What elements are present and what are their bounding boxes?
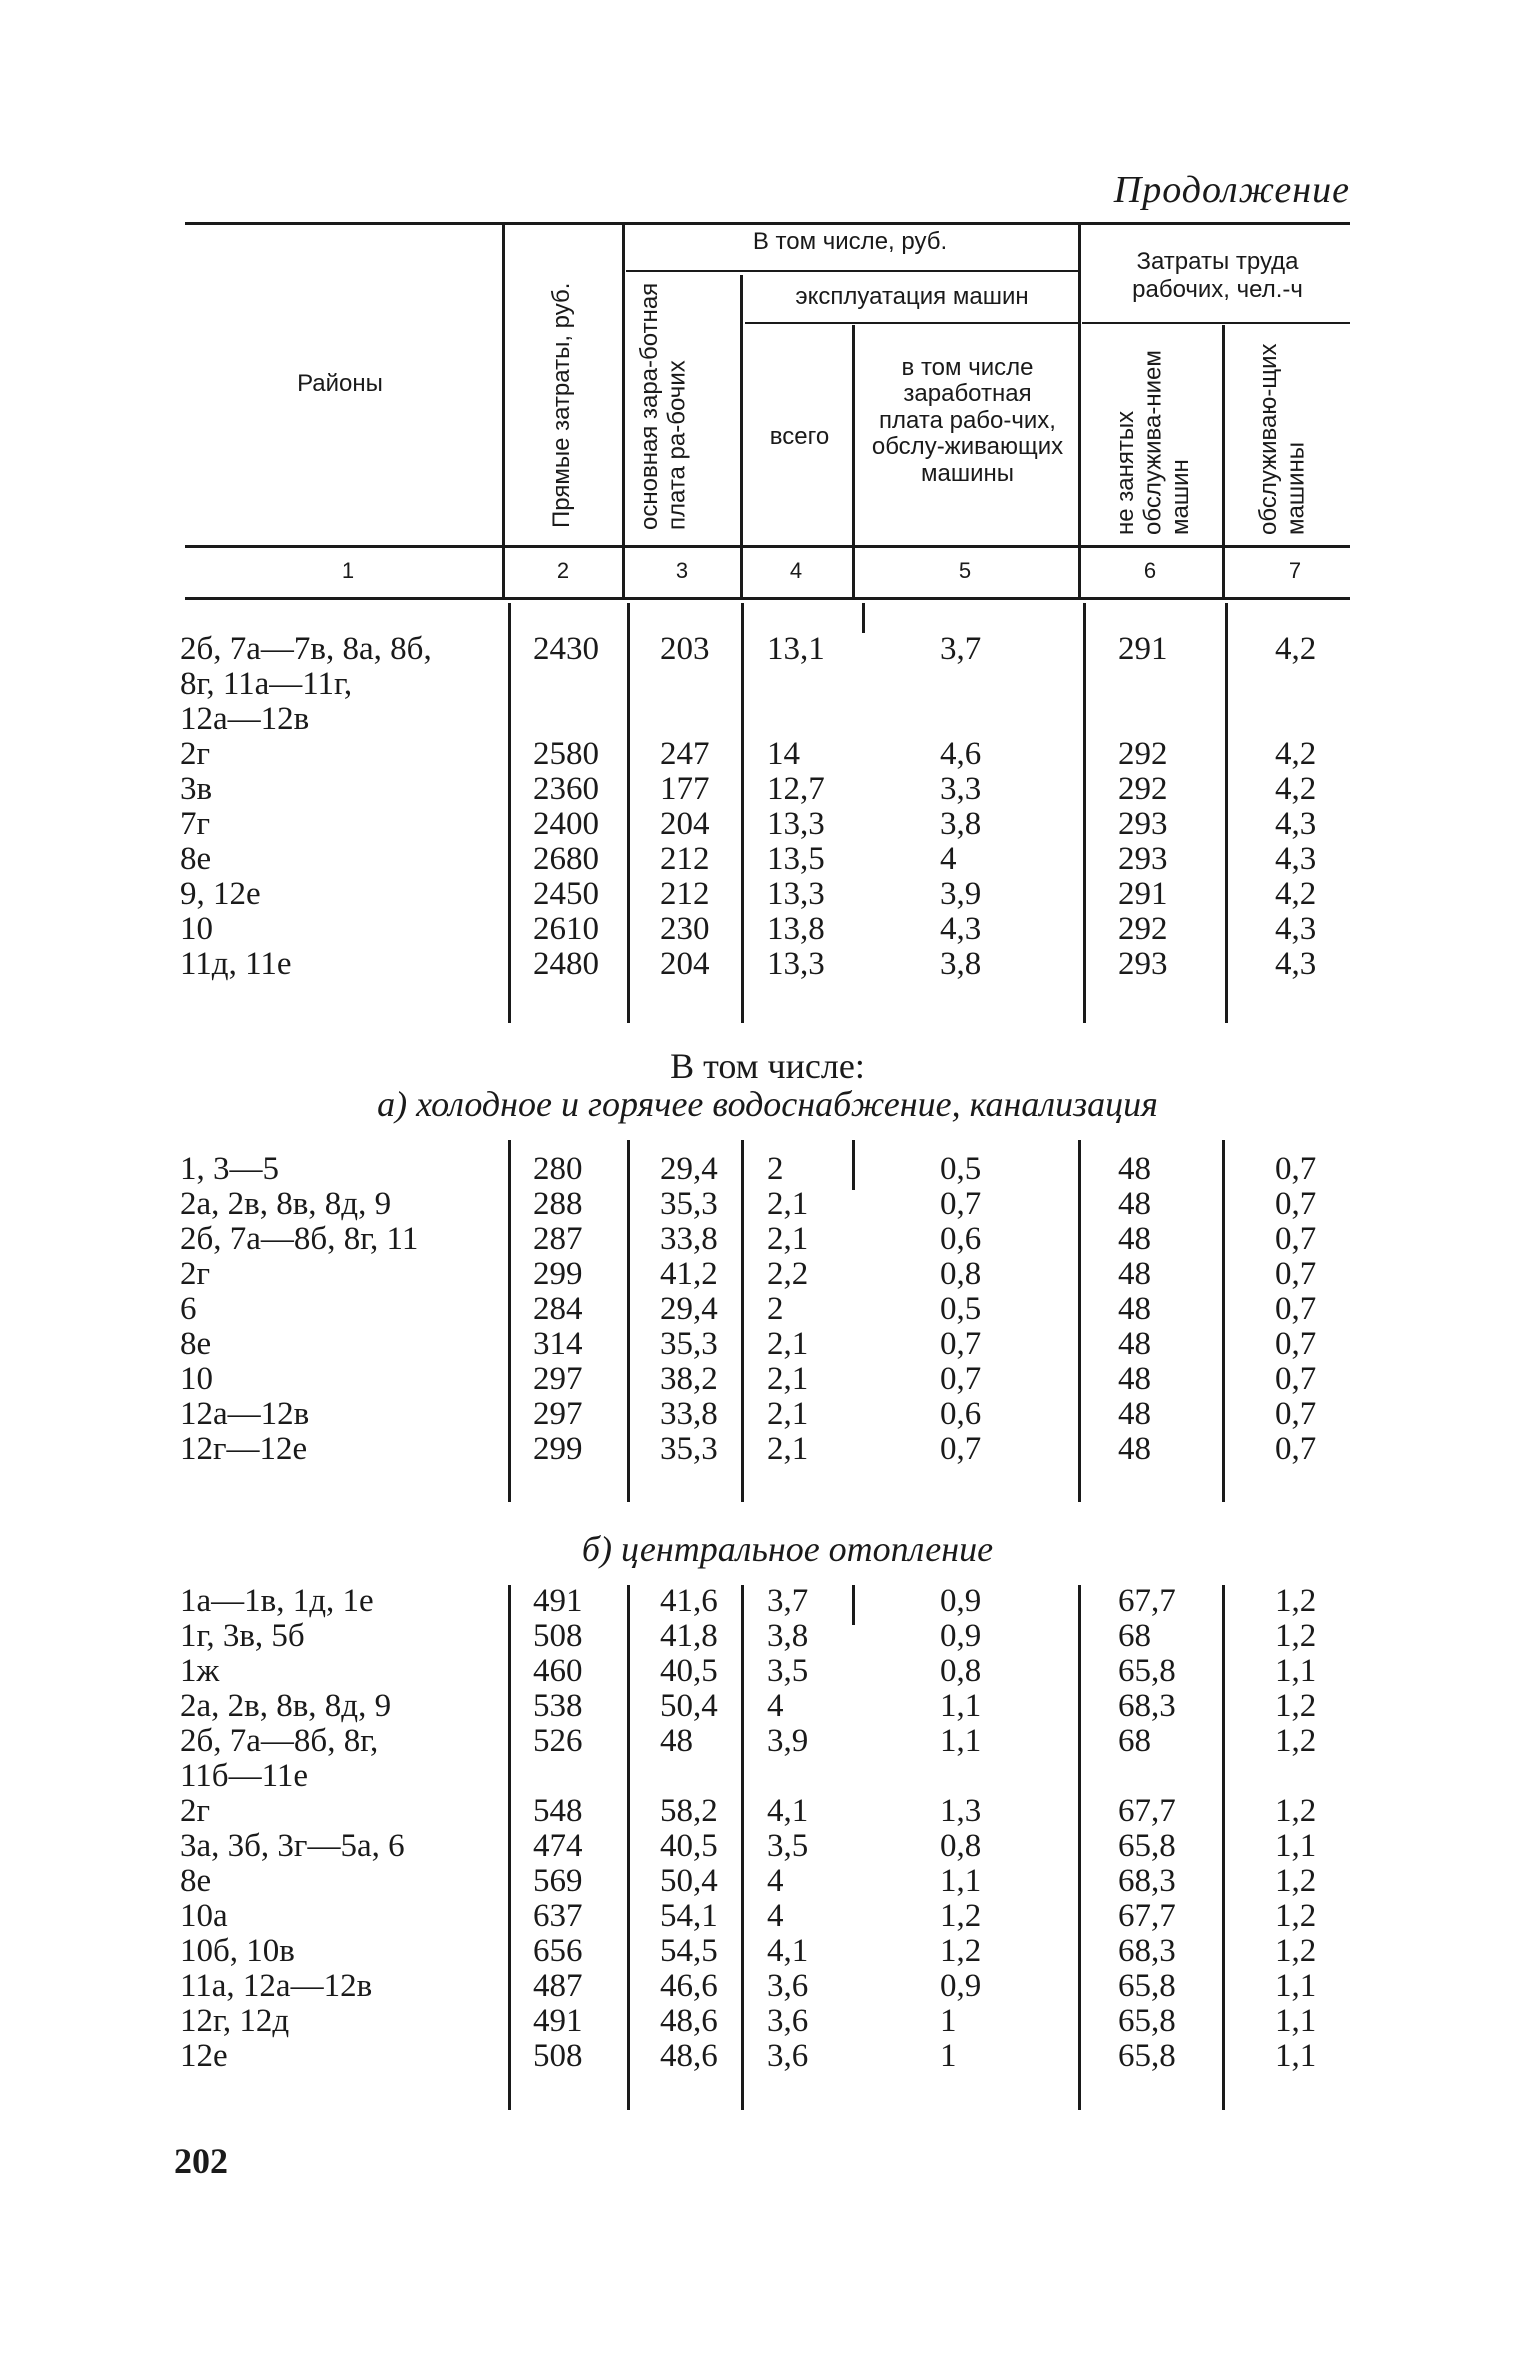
- district-cell: 2г: [180, 1256, 211, 1292]
- labor-machine-cell: 0,7: [1275, 1361, 1317, 1397]
- direct-costs-cell: 508: [533, 2038, 583, 2074]
- machine-total-cell: 2,1: [767, 1221, 809, 1257]
- labor-not-machine-cell: 293: [1118, 946, 1168, 982]
- machine-total-cell: 4: [767, 1688, 784, 1724]
- table-row: [0, 1584, 1535, 1619]
- direct-costs-cell: 487: [533, 1968, 583, 2004]
- machine-wage-cell: 0,8: [940, 1828, 982, 1864]
- labor-not-machine-cell: 48: [1118, 1186, 1151, 1222]
- machine-wage-cell: 0,9: [940, 1583, 982, 1619]
- labor-not-machine-cell: 65,8: [1118, 2038, 1176, 2074]
- machine-total-cell: 3,9: [767, 1723, 809, 1759]
- base-wage-cell: 230: [660, 911, 710, 947]
- district-cell: 6: [180, 1291, 197, 1327]
- district-cell: 1ж: [180, 1653, 220, 1689]
- labor-not-machine-cell: 67,7: [1118, 1898, 1176, 1934]
- district-cell: 2г: [180, 1793, 211, 1829]
- base-wage-cell: 203: [660, 631, 710, 667]
- table-row: [0, 2039, 1535, 2074]
- header-rule-labor: [1082, 322, 1350, 324]
- direct-costs-cell: 2480: [533, 946, 599, 982]
- labor-machine-cell: 4,3: [1275, 841, 1317, 877]
- base-wage-cell: 41,6: [660, 1583, 718, 1619]
- machine-wage-cell: 0,6: [940, 1396, 982, 1432]
- district-cell: 1, 3—5: [180, 1151, 279, 1187]
- base-wage-cell: 212: [660, 841, 710, 877]
- table-row: [0, 1864, 1535, 1899]
- header-including-wage: в том числе заработная плата рабо-чих, обслу-живающих машины: [871, 354, 1064, 487]
- machine-total-cell: 2,1: [767, 1431, 809, 1467]
- header-base-wage: [636, 280, 728, 530]
- machine-total-cell: 4,1: [767, 1793, 809, 1829]
- district-cell: 11д, 11е: [180, 946, 292, 982]
- machine-wage-cell: 0,8: [940, 1653, 982, 1689]
- base-wage-cell: 33,8: [660, 1221, 718, 1257]
- base-wage-cell: 38,2: [660, 1361, 718, 1397]
- header-machine-workers-text: обслуживаю-щих машины: [1255, 343, 1310, 535]
- district-cell: 3в: [180, 771, 213, 807]
- table-row: [0, 1362, 1535, 1397]
- base-wage-cell: 204: [660, 946, 710, 982]
- table-row: [0, 1689, 1535, 1724]
- labor-machine-cell: 1,1: [1275, 1653, 1317, 1689]
- direct-costs-cell: 2450: [533, 876, 599, 912]
- table-row: [0, 1759, 1535, 1794]
- district-cell: 10б, 10в: [180, 1933, 295, 1969]
- labor-machine-cell: 1,1: [1275, 1968, 1317, 2004]
- district-cell: 11а, 12а—12в: [180, 1968, 373, 2004]
- table-row: [0, 702, 1535, 737]
- base-wage-cell: 40,5: [660, 1653, 718, 1689]
- section-a-title: а) холодное и горячее водоснабжение, канализация: [377, 1084, 1158, 1124]
- machine-total-cell: 2,1: [767, 1186, 809, 1222]
- direct-costs-cell: 491: [533, 2003, 583, 2039]
- labor-not-machine-cell: 291: [1118, 631, 1168, 667]
- labor-not-machine-cell: 67,7: [1118, 1583, 1176, 1619]
- machine-total-cell: 2,1: [767, 1326, 809, 1362]
- header-direct-costs: Прямые затраты, руб.: [548, 282, 575, 528]
- machine-total-cell: 2,2: [767, 1256, 809, 1292]
- table-row: [0, 842, 1535, 877]
- machine-wage-cell: 1,2: [940, 1933, 982, 1969]
- base-wage-cell: 46,6: [660, 1968, 718, 2004]
- base-wage-cell: 204: [660, 806, 710, 842]
- labor-not-machine-cell: 48: [1118, 1326, 1151, 1362]
- header-rule-machines: [745, 322, 1078, 324]
- header-labor-costs: Затраты труда рабочих, чел.-ч: [1132, 248, 1303, 303]
- machine-total-cell: 2,1: [767, 1361, 809, 1397]
- machine-total-cell: 14: [767, 736, 800, 772]
- machine-wage-cell: 3,7: [940, 631, 982, 667]
- labor-machine-cell: 0,7: [1275, 1151, 1317, 1187]
- machine-total-cell: 3,6: [767, 2038, 809, 2074]
- labor-machine-cell: 4,2: [1275, 631, 1317, 667]
- machine-wage-cell: 1,3: [940, 1793, 982, 1829]
- machine-total-cell: 2,1: [767, 1396, 809, 1432]
- table-row: [0, 1187, 1535, 1222]
- header-bottom-rule: [185, 545, 1350, 548]
- header-machine-operation: эксплуатация машин: [795, 283, 1029, 310]
- table-row: [0, 1222, 1535, 1257]
- labor-machine-cell: 1,2: [1275, 1933, 1317, 1969]
- machine-wage-cell: 4,6: [940, 736, 982, 772]
- table-row: [0, 1934, 1535, 1969]
- labor-machine-cell: 1,2: [1275, 1723, 1317, 1759]
- machine-wage-cell: 4,3: [940, 911, 982, 947]
- machine-total-cell: 3,5: [767, 1653, 809, 1689]
- district-cell: 7г: [180, 806, 211, 842]
- section-intro: В том числе:: [670, 1046, 865, 1086]
- colnum-7: 7: [1288, 558, 1302, 583]
- labor-not-machine-cell: 293: [1118, 806, 1168, 842]
- labor-machine-cell: 0,7: [1275, 1396, 1317, 1432]
- labor-not-machine-cell: 48: [1118, 1396, 1151, 1432]
- machine-total-cell: 13,3: [767, 946, 825, 982]
- labor-machine-cell: 0,7: [1275, 1431, 1317, 1467]
- header-districts: Районы: [297, 370, 383, 397]
- machine-total-cell: 4: [767, 1898, 784, 1934]
- district-cell: 1г, 3в, 5б: [180, 1618, 305, 1654]
- header-not-machine-text: не занятых обслужива-нием машин: [1112, 350, 1195, 535]
- machine-total-cell: 13,3: [767, 876, 825, 912]
- machine-total-cell: 13,1: [767, 631, 825, 667]
- district-cell: 1а—1в, 1д, 1е: [180, 1583, 374, 1619]
- direct-costs-cell: 299: [533, 1431, 583, 1467]
- labor-not-machine-cell: 293: [1118, 841, 1168, 877]
- labor-machine-cell: 4,3: [1275, 911, 1317, 947]
- labor-machine-cell: 1,2: [1275, 1793, 1317, 1829]
- direct-costs-cell: 2580: [533, 736, 599, 772]
- header-vline-3: [740, 275, 743, 597]
- labor-machine-cell: 1,2: [1275, 1583, 1317, 1619]
- district-cell: 8е: [180, 841, 212, 877]
- labor-not-machine-cell: 68: [1118, 1723, 1151, 1759]
- district-cell: 3а, 3б, 3г—5а, 6: [180, 1828, 405, 1864]
- labor-not-machine-cell: 292: [1118, 736, 1168, 772]
- direct-costs-cell: 491: [533, 1583, 583, 1619]
- table-row: [0, 1257, 1535, 1292]
- district-cell: 12а—12в: [180, 1396, 310, 1432]
- direct-costs-cell: 299: [533, 1256, 583, 1292]
- district-cell: 10а: [180, 1898, 228, 1934]
- direct-costs-cell: 297: [533, 1396, 583, 1432]
- machine-wage-cell: 0,5: [940, 1291, 982, 1327]
- labor-machine-cell: 1,2: [1275, 1688, 1317, 1724]
- table-row: [0, 1397, 1535, 1432]
- labor-machine-cell: 1,2: [1275, 1863, 1317, 1899]
- machine-total-cell: 13,8: [767, 911, 825, 947]
- machine-wage-cell: 0,9: [940, 1968, 982, 2004]
- base-wage-cell: 247: [660, 736, 710, 772]
- direct-costs-cell: 287: [533, 1221, 583, 1257]
- machine-total-cell: 3,5: [767, 1828, 809, 1864]
- labor-machine-cell: 0,7: [1275, 1291, 1317, 1327]
- direct-costs-cell: 656: [533, 1933, 583, 1969]
- header-rule-rub: [626, 270, 1078, 272]
- machine-total-cell: 3,6: [767, 2003, 809, 2039]
- table-row: [0, 772, 1535, 807]
- table-row: [0, 1152, 1535, 1187]
- labor-machine-cell: 1,1: [1275, 2038, 1317, 2074]
- machine-wage-cell: 0,7: [940, 1361, 982, 1397]
- machine-wage-cell: 1,2: [940, 1898, 982, 1934]
- machine-wage-cell: 3,8: [940, 806, 982, 842]
- header-base-wage-text: основная зара-ботная плата ра-бочих: [636, 282, 691, 530]
- table-row: [0, 1432, 1535, 1467]
- base-wage-cell: 48: [660, 1723, 693, 1759]
- machine-total-cell: 13,5: [767, 841, 825, 877]
- labor-not-machine-cell: 65,8: [1118, 1968, 1176, 2004]
- header-not-machine: [1112, 335, 1204, 535]
- labor-machine-cell: 1,2: [1275, 1618, 1317, 1654]
- section-b-title: б) центральное отопление: [581, 1529, 994, 1569]
- base-wage-cell: 177: [660, 771, 710, 807]
- machine-wage-cell: 3,3: [940, 771, 982, 807]
- machine-total-cell: 3,6: [767, 1968, 809, 2004]
- district-cell: 8г, 11а—11г,: [180, 666, 353, 702]
- district-cell: 12г, 12д: [180, 2003, 290, 2039]
- table-row: [0, 807, 1535, 842]
- continuation-label: Продолжение: [1113, 169, 1350, 211]
- labor-not-machine-cell: 65,8: [1118, 1653, 1176, 1689]
- machine-wage-cell: 3,8: [940, 946, 982, 982]
- labor-not-machine-cell: 48: [1118, 1256, 1151, 1292]
- labor-machine-cell: 0,7: [1275, 1221, 1317, 1257]
- table-row: [0, 1829, 1535, 1864]
- labor-not-machine-cell: 65,8: [1118, 1828, 1176, 1864]
- header-vline-2: [622, 222, 625, 597]
- base-wage-cell: 35,3: [660, 1186, 718, 1222]
- machine-total-cell: 3,7: [767, 1583, 809, 1619]
- body1-vline-4: [862, 603, 865, 633]
- base-wage-cell: 35,3: [660, 1326, 718, 1362]
- labor-not-machine-cell: 292: [1118, 911, 1168, 947]
- table-row: [0, 912, 1535, 947]
- header-vline-6: [1222, 325, 1225, 597]
- labor-machine-cell: 4,3: [1275, 946, 1317, 982]
- machine-wage-cell: 0,6: [940, 1221, 982, 1257]
- base-wage-cell: 41,2: [660, 1256, 718, 1292]
- labor-not-machine-cell: 292: [1118, 771, 1168, 807]
- labor-not-machine-cell: 68: [1118, 1618, 1151, 1654]
- district-cell: 2б, 7а—7в, 8а, 8б,: [180, 631, 432, 667]
- colnum-1: 1: [341, 558, 355, 583]
- table-row: [0, 667, 1535, 702]
- machine-total-cell: 2: [767, 1291, 784, 1327]
- labor-machine-cell: 4,2: [1275, 771, 1317, 807]
- machine-total-cell: 13,3: [767, 806, 825, 842]
- machine-wage-cell: 0,7: [940, 1431, 982, 1467]
- table-row: [0, 1969, 1535, 2004]
- machine-wage-cell: 1: [940, 2003, 957, 2039]
- labor-machine-cell: 4,3: [1275, 806, 1317, 842]
- district-cell: 10: [180, 1361, 213, 1397]
- table-row: [0, 1292, 1535, 1327]
- machine-wage-cell: 4: [940, 841, 957, 877]
- machine-wage-cell: 0,8: [940, 1256, 982, 1292]
- district-cell: 2а, 2в, 8в, 8д, 9: [180, 1186, 392, 1222]
- labor-not-machine-cell: 48: [1118, 1431, 1151, 1467]
- table-row: [0, 877, 1535, 912]
- direct-costs-cell: 2430: [533, 631, 599, 667]
- table-row: [0, 1619, 1535, 1654]
- labor-not-machine-cell: 48: [1118, 1291, 1151, 1327]
- direct-costs-cell: 474: [533, 1828, 583, 1864]
- base-wage-cell: 29,4: [660, 1151, 718, 1187]
- colnum-4: 4: [789, 558, 803, 583]
- direct-costs-cell: 460: [533, 1653, 583, 1689]
- labor-not-machine-cell: 48: [1118, 1221, 1151, 1257]
- colnum-bottom-rule: [185, 597, 1350, 600]
- colnum-2: 2: [556, 558, 570, 583]
- base-wage-cell: 40,5: [660, 1828, 718, 1864]
- direct-costs-cell: 637: [533, 1898, 583, 1934]
- colnum-5: 5: [958, 558, 972, 583]
- page-number: 202: [174, 2141, 228, 2181]
- table-row: [0, 1654, 1535, 1689]
- direct-costs-cell: 2360: [533, 771, 599, 807]
- table-top-rule: [185, 222, 1350, 225]
- district-cell: 8е: [180, 1326, 212, 1362]
- colnum-6: 6: [1143, 558, 1157, 583]
- base-wage-cell: 48,6: [660, 2038, 718, 2074]
- district-cell: 12е: [180, 2038, 228, 2074]
- table-row: [0, 1724, 1535, 1759]
- district-cell: 2г: [180, 736, 211, 772]
- district-cell: 8е: [180, 1863, 212, 1899]
- direct-costs-cell: 538: [533, 1688, 583, 1724]
- direct-costs-cell: 297: [533, 1361, 583, 1397]
- table-row: [0, 2004, 1535, 2039]
- labor-machine-cell: 4,2: [1275, 876, 1317, 912]
- base-wage-cell: 33,8: [660, 1396, 718, 1432]
- base-wage-cell: 35,3: [660, 1431, 718, 1467]
- machine-wage-cell: 0,7: [940, 1326, 982, 1362]
- machine-total-cell: 2: [767, 1151, 784, 1187]
- labor-not-machine-cell: 68,3: [1118, 1933, 1176, 1969]
- district-cell: 12г—12е: [180, 1431, 308, 1467]
- table-row: [0, 1327, 1535, 1362]
- direct-costs-cell: 569: [533, 1863, 583, 1899]
- table-row: [0, 1899, 1535, 1934]
- district-cell: 2б, 7а—8б, 8г,: [180, 1723, 379, 1759]
- base-wage-cell: 41,8: [660, 1618, 718, 1654]
- labor-not-machine-cell: 48: [1118, 1151, 1151, 1187]
- labor-not-machine-cell: 291: [1118, 876, 1168, 912]
- machine-total-cell: 4,1: [767, 1933, 809, 1969]
- table-row: [0, 1794, 1535, 1829]
- machine-wage-cell: 1: [940, 2038, 957, 2074]
- machine-wage-cell: 0,5: [940, 1151, 982, 1187]
- district-cell: 10: [180, 911, 213, 947]
- direct-costs-cell: 2610: [533, 911, 599, 947]
- labor-machine-cell: 0,7: [1275, 1256, 1317, 1292]
- direct-costs-cell: 2400: [533, 806, 599, 842]
- labor-machine-cell: 1,2: [1275, 1898, 1317, 1934]
- direct-costs-cell: 314: [533, 1326, 583, 1362]
- machine-wage-cell: 0,7: [940, 1186, 982, 1222]
- table-row: [0, 632, 1535, 667]
- base-wage-cell: 58,2: [660, 1793, 718, 1829]
- labor-machine-cell: 0,7: [1275, 1326, 1317, 1362]
- table-row: [0, 737, 1535, 772]
- district-cell: 9, 12е: [180, 876, 261, 912]
- direct-costs-cell: 288: [533, 1186, 583, 1222]
- base-wage-cell: 54,5: [660, 1933, 718, 1969]
- base-wage-cell: 50,4: [660, 1863, 718, 1899]
- base-wage-cell: 212: [660, 876, 710, 912]
- machine-total-cell: 3,8: [767, 1618, 809, 1654]
- machine-total-cell: 12,7: [767, 771, 825, 807]
- base-wage-cell: 54,1: [660, 1898, 718, 1934]
- labor-not-machine-cell: 65,8: [1118, 2003, 1176, 2039]
- base-wage-cell: 29,4: [660, 1291, 718, 1327]
- colnum-3: 3: [675, 558, 689, 583]
- header-total: всего: [769, 423, 830, 450]
- direct-costs-cell: 284: [533, 1291, 583, 1327]
- base-wage-cell: 48,6: [660, 2003, 718, 2039]
- table-row: [0, 947, 1535, 982]
- direct-costs-cell: 526: [533, 1723, 583, 1759]
- header-vline-5: [1078, 222, 1081, 597]
- labor-machine-cell: 1,1: [1275, 1828, 1317, 1864]
- labor-machine-cell: 0,7: [1275, 1186, 1317, 1222]
- machine-total-cell: 4: [767, 1863, 784, 1899]
- district-cell: 12а—12в: [180, 701, 310, 737]
- machine-wage-cell: 1,1: [940, 1863, 982, 1899]
- direct-costs-cell: 280: [533, 1151, 583, 1187]
- labor-not-machine-cell: 67,7: [1118, 1793, 1176, 1829]
- machine-wage-cell: 0,9: [940, 1618, 982, 1654]
- direct-costs-cell: 2680: [533, 841, 599, 877]
- labor-machine-cell: 1,1: [1275, 2003, 1317, 2039]
- header-machine-workers: [1255, 335, 1317, 535]
- labor-not-machine-cell: 48: [1118, 1361, 1151, 1397]
- labor-not-machine-cell: 68,3: [1118, 1688, 1176, 1724]
- machine-wage-cell: 1,1: [940, 1723, 982, 1759]
- header-including-rub: В том числе, руб.: [752, 228, 948, 255]
- district-cell: 2б, 7а—8б, 8г, 11: [180, 1221, 419, 1257]
- labor-not-machine-cell: 68,3: [1118, 1863, 1176, 1899]
- base-wage-cell: 50,4: [660, 1688, 718, 1724]
- header-vline-1: [502, 222, 505, 597]
- direct-costs-cell: 508: [533, 1618, 583, 1654]
- direct-costs-cell: 548: [533, 1793, 583, 1829]
- header-vline-4: [852, 325, 855, 597]
- machine-wage-cell: 3,9: [940, 876, 982, 912]
- district-cell: 2а, 2в, 8в, 8д, 9: [180, 1688, 392, 1724]
- district-cell: 11б—11е: [180, 1758, 308, 1794]
- machine-wage-cell: 1,1: [940, 1688, 982, 1724]
- labor-machine-cell: 4,2: [1275, 736, 1317, 772]
